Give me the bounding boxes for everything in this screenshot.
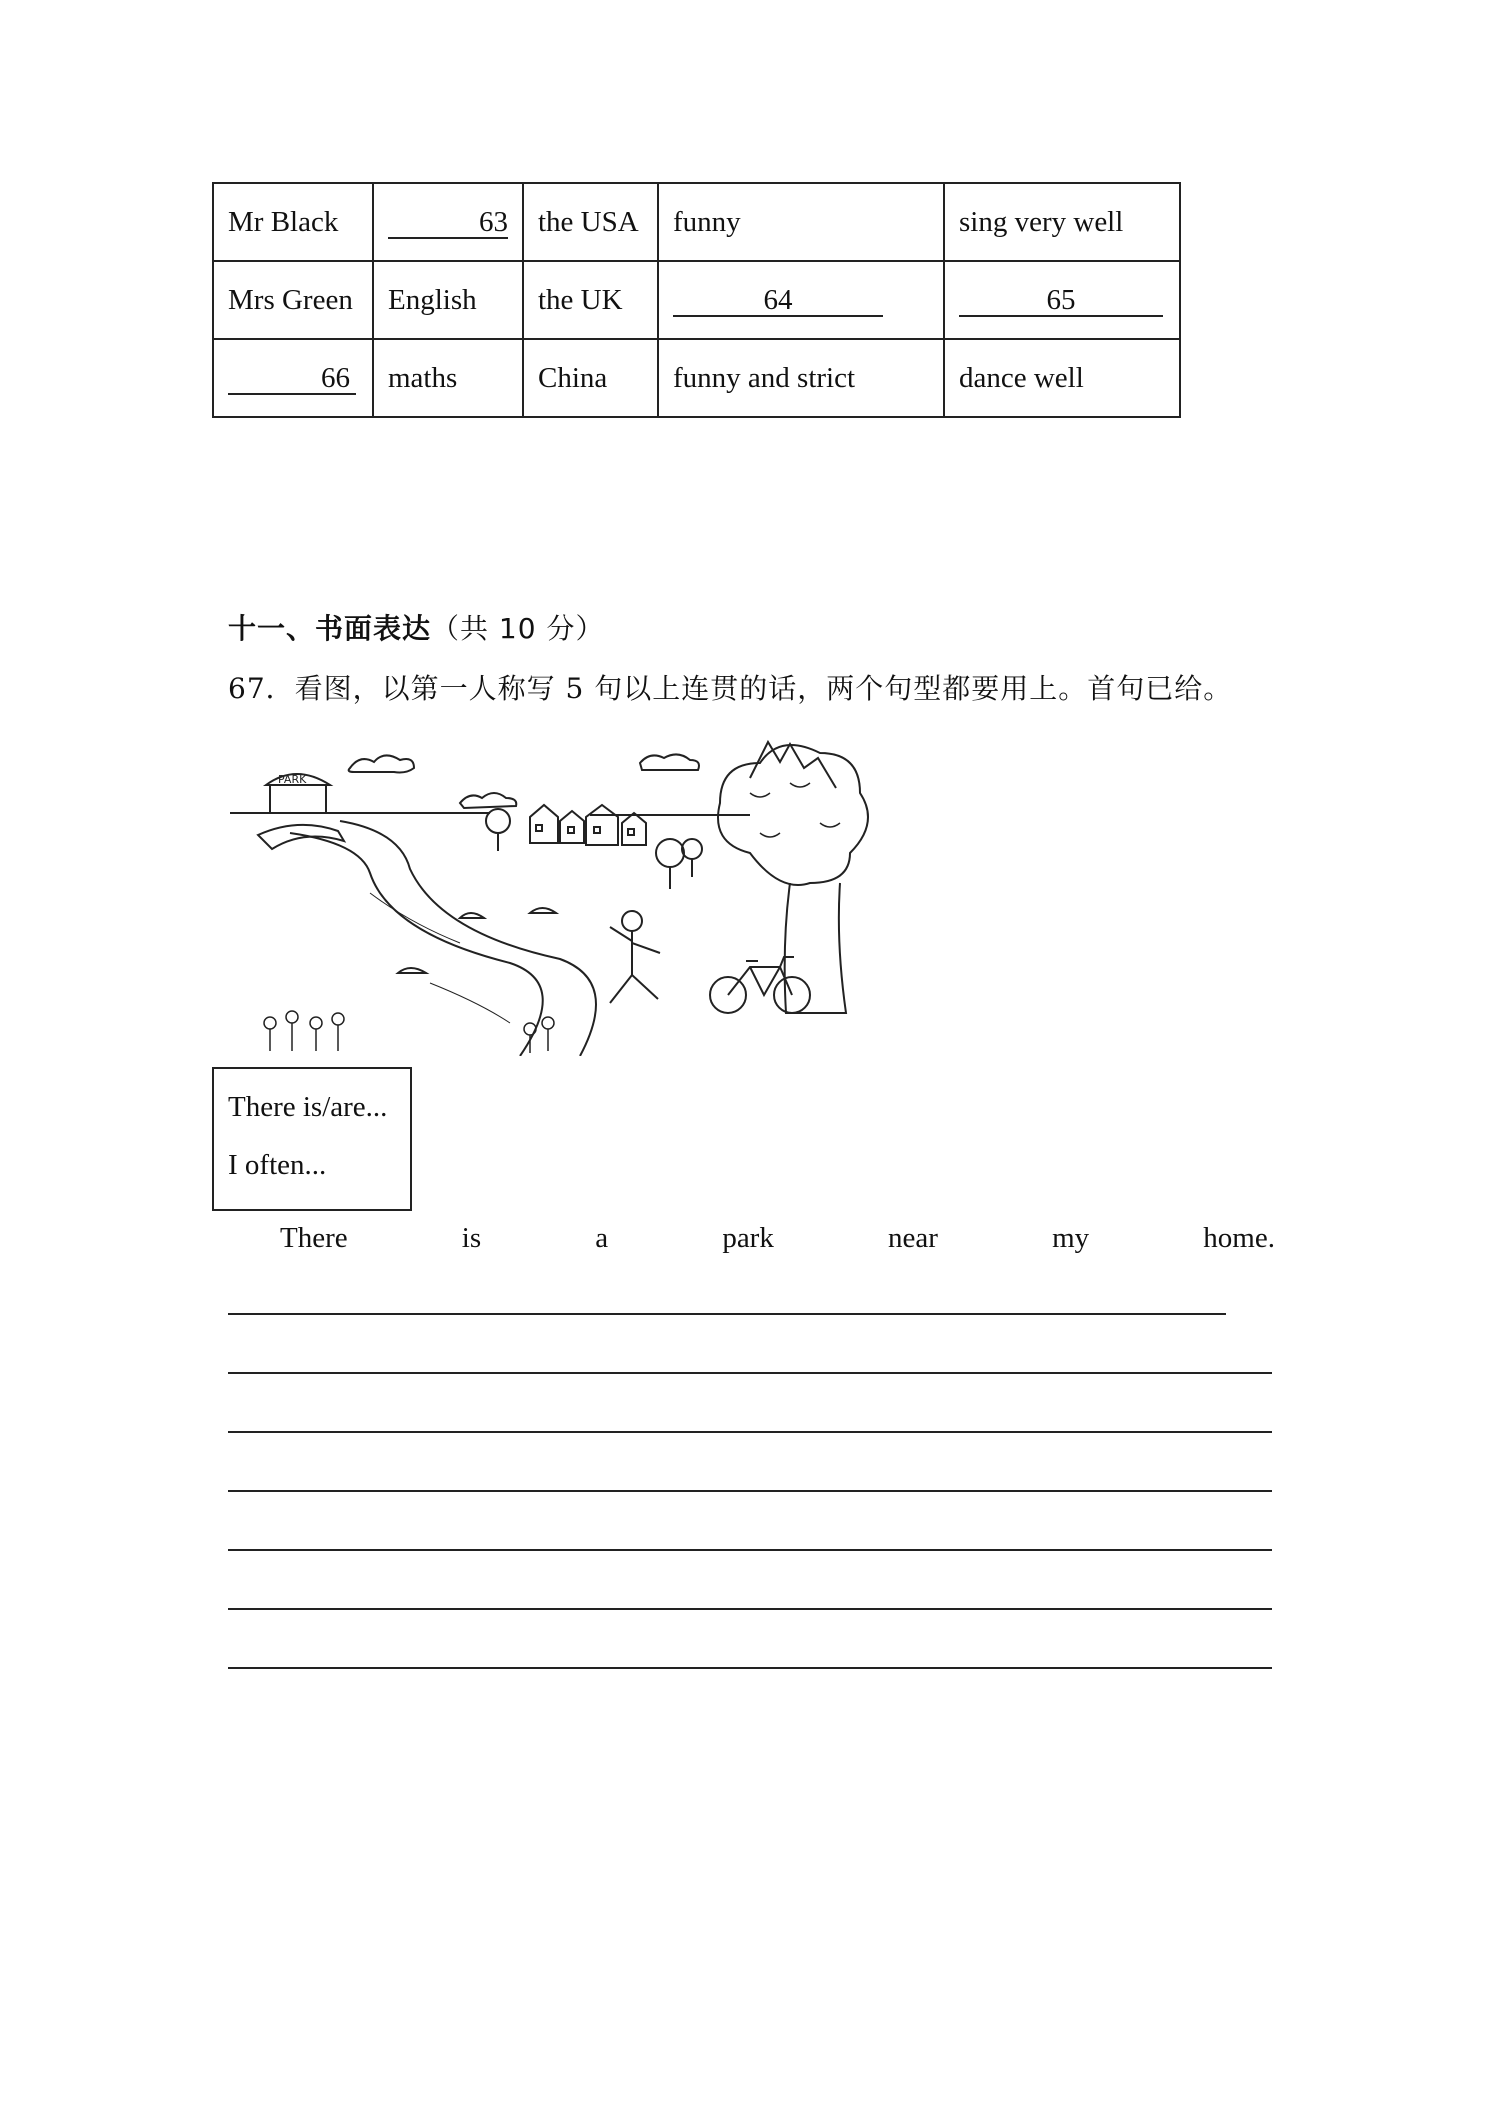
first-sentence-word: park (722, 1222, 774, 1254)
table-cell: the UK (523, 261, 658, 339)
section-score: （共 10 分） (431, 612, 605, 645)
table-cell: Mr Black (213, 183, 373, 261)
table-cell (944, 261, 1180, 339)
table-cell (373, 183, 523, 261)
writing-line[interactable] (228, 1490, 1272, 1492)
first-sentence-word: my (1052, 1222, 1090, 1254)
writing-line[interactable] (228, 1608, 1272, 1610)
sentence-pattern-box (212, 1067, 412, 1211)
first-sentence-word: a (595, 1222, 609, 1254)
answer-blank-63[interactable]: 63 (388, 207, 508, 239)
table-cell: funny and strict (658, 339, 944, 417)
answer-blank-64[interactable]: 64 (673, 285, 883, 317)
question-prompt: 67．看图，以第一人称写 5 句以上连贯的话，两个句型都要用上。首句已给。 (228, 672, 1233, 705)
table-cell: maths (373, 339, 523, 417)
table-cell: dance well (944, 339, 1180, 417)
pattern-there-is-are: There is/are... (228, 1091, 388, 1123)
answer-blank-66[interactable]: 66 (228, 363, 356, 395)
section-title (228, 607, 604, 647)
table-row (213, 339, 1180, 417)
writing-line[interactable] (228, 1431, 1272, 1433)
park-sign: PARK (278, 773, 307, 786)
table-cell: English (373, 261, 523, 339)
table-cell: the USA (523, 183, 658, 261)
park-illustration (230, 733, 870, 1056)
table-cell: sing very well (944, 183, 1180, 261)
table-cell: China (523, 339, 658, 417)
first-sentence-word: home. (1203, 1222, 1275, 1254)
answer-blank-65[interactable]: 65 (959, 285, 1163, 317)
writing-line[interactable] (228, 1549, 1272, 1551)
writing-line[interactable] (228, 1372, 1272, 1374)
table-cell (658, 261, 944, 339)
section-title-text: 十一、书面表达 (228, 612, 432, 645)
first-sentence-word: is (461, 1222, 482, 1254)
table-cell (213, 339, 373, 417)
first-sentence-word: near (888, 1222, 938, 1254)
table-cell: funny (658, 183, 944, 261)
pattern-i-often: I often... (228, 1149, 327, 1181)
first-sentence-word: There (280, 1222, 348, 1254)
given-first-sentence (228, 1222, 1275, 1255)
teacher-info-table (212, 182, 1181, 418)
table-row (213, 183, 1180, 261)
writing-line[interactable] (228, 1667, 1272, 1669)
table-row (213, 261, 1180, 339)
writing-line[interactable] (228, 1313, 1226, 1315)
table-cell: Mrs Green (213, 261, 373, 339)
